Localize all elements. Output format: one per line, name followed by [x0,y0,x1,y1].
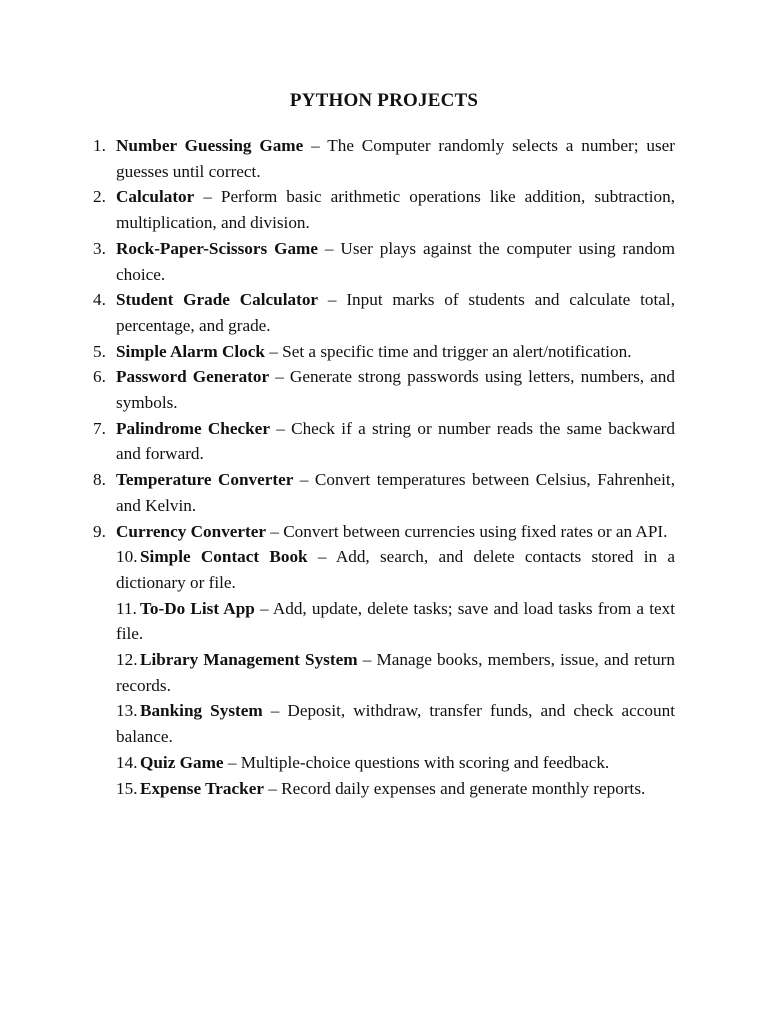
item-number: 7. [93,418,106,438]
project-item [93,544,675,595]
item-title: Calculator [116,187,195,207]
item-title: Currency Converter [116,521,267,541]
item-number: 4. [93,290,106,310]
item-description: – Record daily expenses and generate monthly reports. [263,778,646,798]
item-number: 3. [93,238,106,258]
item-number: 13. [116,701,138,721]
project-item [93,776,675,802]
item-title: To-Do List App [140,598,255,618]
item-description: – Convert between currencies using fixed rates or an API. [266,521,668,541]
item-title: Simple Alarm Clock [116,341,265,361]
item-number: 1. [93,136,106,155]
item-title: Banking System [140,701,263,721]
item-number: 5. [93,341,106,361]
item-title: Student Grade Calculator [116,290,319,310]
project-item [93,184,675,235]
project-item [93,339,675,365]
item-number: 11. [116,598,137,618]
item-title: Number Guessing Game [116,136,304,155]
item-description: – Add, update, delete tasks; save and load tasks from a text file. [116,598,675,644]
item-title: Library Management System [140,650,358,670]
item-number: 2. [93,187,106,207]
item-description: – Check if a string or number reads the same backward and forward. [116,418,675,464]
project-item [93,519,675,545]
item-description: – Set a specific time and trigger an alert/notification. [264,341,632,361]
project-item [93,364,675,415]
item-number: 6. [93,367,106,387]
item-number: 9. [93,521,106,541]
page-title: PYTHON PROJECTS [289,90,479,111]
item-description: – Perform basic arithmetic operations like addition, subtraction, multiplication, and division. [116,187,675,233]
item-description: – Multiple-choice questions with scoring and feedback. [223,752,610,772]
item-title: Quiz Game [140,752,224,772]
item-description: – Convert temperatures between Celsius, Fahrenheit, and Kelvin. [116,470,675,515]
item-description: – The Computer randomly selects a number; user guesses until correct. [116,136,675,181]
item-description: – Generate strong passwords using letters, numbers, and symbols. [116,367,675,413]
item-title: Password Generator [116,367,270,387]
item-description: – Manage books, members, issue, and return records. [116,650,675,695]
item-title: Temperature Converter [116,470,294,490]
item-number: 10. [116,547,138,567]
project-item [93,416,675,467]
project-item [93,467,675,518]
project-item [93,236,675,287]
item-description: – User plays against the computer using random choice. [116,238,675,284]
item-number: 12. [116,650,138,670]
item-title: Rock-Paper-Scissors Game [116,238,318,258]
project-item [93,287,675,338]
item-title: Palindrome Checker [116,418,270,438]
item-description: – Add, search, and delete contacts stored in a dictionary or file. [116,547,676,592]
project-list [93,133,675,801]
project-item [93,750,675,776]
project-item [93,596,675,647]
item-number: 14. [116,752,138,772]
item-title: Expense Tracker [140,778,264,798]
item-description: – Input marks of students and calculate total, percentage, and grade. [116,290,675,335]
project-item [93,133,675,184]
item-number: 8. [93,470,106,490]
project-item [93,698,675,749]
project-item [93,647,675,698]
item-description: – Deposit, withdraw, transfer funds, and check account balance. [116,701,675,747]
item-number: 15. [116,778,138,798]
item-title: Simple Contact Book [140,547,308,567]
